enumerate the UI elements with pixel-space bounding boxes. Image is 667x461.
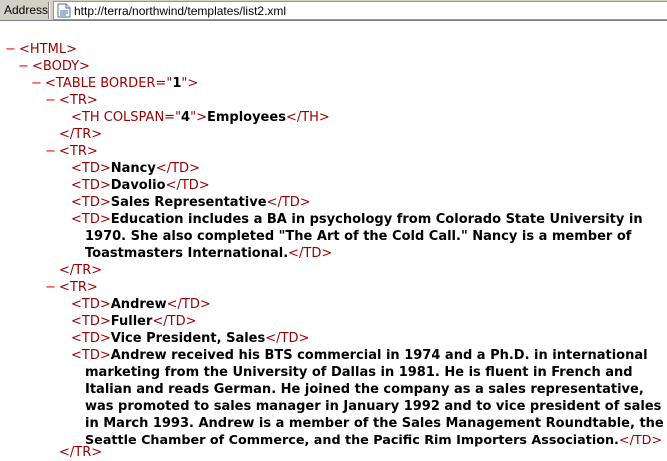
address-separator xyxy=(48,2,50,19)
td-notes-line: <TD>Education includes a BA in psychology from Colorado State University in xyxy=(71,212,643,227)
td-first-name: <TD>Andrew</TD> xyxy=(71,297,211,312)
tr-close-tag: </TR> xyxy=(59,445,103,460)
collapse-html-toggle[interactable]: − xyxy=(5,42,16,57)
td-notes-line: Toastmasters International.</TD> xyxy=(85,246,333,261)
td-title: <TD>Sales Representative</TD> xyxy=(71,195,311,210)
address-bar xyxy=(0,0,667,21)
td-last-name: <TD>Davolio</TD> xyxy=(71,178,210,193)
td-first-name: <TD>Nancy</TD> xyxy=(71,161,200,176)
collapse-tr-row1-toggle[interactable]: − xyxy=(45,144,56,159)
td-notes-line: marketing from the University of Dallas in 1981. He is fluent in French and xyxy=(85,365,633,380)
tr-open-tag: <TR> xyxy=(59,280,98,295)
td-notes-line: was promoted to sales manager in January 1992 and to vice president of sales xyxy=(85,399,662,414)
table-open-tag: <TABLE BORDER="1"> xyxy=(45,76,199,91)
xml-tree-view xyxy=(0,22,667,461)
tr-close-tag: </TR> xyxy=(59,127,103,142)
td-notes-line: Italian and reads German. He joined the company as a sales representative, xyxy=(85,382,644,397)
td-last-name: <TD>Fuller</TD> xyxy=(71,314,197,329)
html-open-tag: <HTML> xyxy=(19,42,77,57)
th-element: <TH COLSPAN="4">Employees</TH> xyxy=(71,110,330,125)
collapse-table-toggle[interactable]: − xyxy=(31,76,42,91)
td-notes-line: 1970. She also completed "The Art of the Cold Call." Nancy is a member of xyxy=(85,229,632,244)
tr-open-tag: <TR> xyxy=(59,93,98,108)
td-notes-line: Seattle Chamber of Commerce, and the Pacific Rim Importers Association.</TD> xyxy=(85,433,663,448)
collapse-tr-header-toggle[interactable]: − xyxy=(45,93,56,108)
body-open-tag: <BODY> xyxy=(32,59,90,74)
address-url[interactable]: http://terra/northwind/templates/list2.xml xyxy=(74,4,287,18)
collapse-tr-row2-toggle[interactable]: − xyxy=(45,280,56,295)
collapse-body-toggle[interactable]: − xyxy=(18,59,29,74)
page-icon xyxy=(57,3,71,18)
address-label: Address xyxy=(4,3,49,17)
tr-close-tag: </TR> xyxy=(59,263,103,278)
address-input[interactable] xyxy=(53,1,667,20)
tr-open-tag: <TR> xyxy=(59,144,98,159)
td-notes-line: <TD>Andrew received his BTS commercial in 1974 and a Ph.D. in international xyxy=(71,348,648,363)
td-notes-line: in March 1993. Andrew is a member of the Sales Management Roundtable, the xyxy=(85,416,664,431)
td-title: <TD>Vice President, Sales</TD> xyxy=(71,331,310,346)
